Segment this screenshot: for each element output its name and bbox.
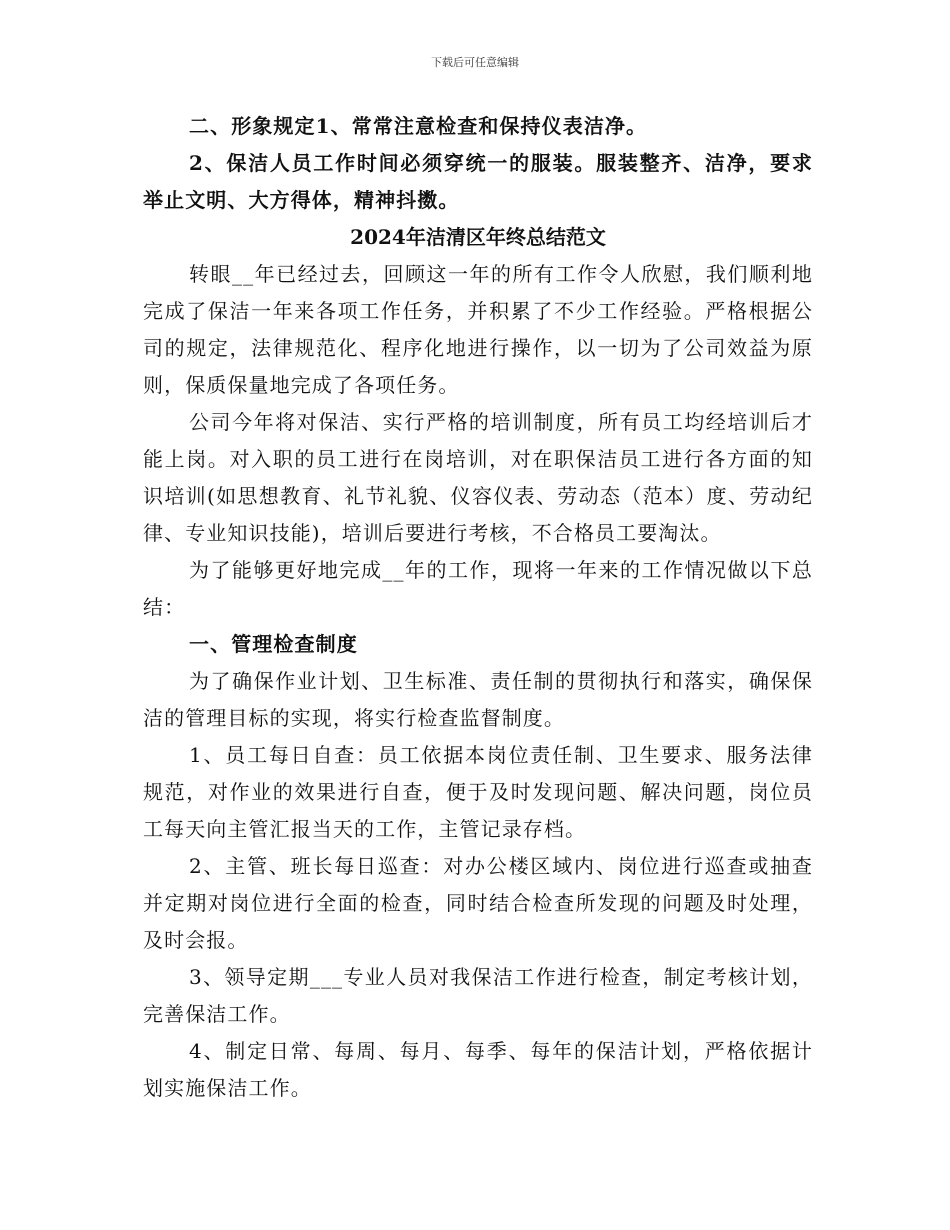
paragraph-summary-lead: 为了能够更好地完成__年的工作，现将一年来的工作情况做以下总结： <box>143 558 813 619</box>
document-body <box>143 108 813 1107</box>
page-header-note: 下载后可任意编辑 <box>431 56 519 69</box>
list-item-leadership-check: 3、领导定期___专业人员对我保洁工作进行检查，制定考核计划，完善保洁工作。 <box>143 965 813 1026</box>
list-item-cleaning-plan: 4、制定日常、每周、每月、每季、每年的保洁计划，严格依据计划实施保洁工作。 <box>143 1039 813 1100</box>
section-heading-appearance: 二、形象规定1、常常注意检查和保持仪表洁净。 <box>189 114 648 138</box>
document-title: 2024年洁清区年终总结范文 <box>350 225 606 249</box>
paragraph-intro: 转眼__年已经过去，回顾这一年的所有工作令人欣慰，我们顺利地完成了保洁一年来各项工作任务，并积累了不少工作经验。严格根据公司的规定，法律规范化、程序化地进行操作，以一切为了公司效益为原则，保质保量地完成了各项任务。 <box>143 262 813 397</box>
section-heading-management: 一、管理检查制度 <box>189 632 358 656</box>
paragraph-uniform-rule: 2、保洁人员工作时间必须穿统一的服装。服装整齐、洁净，要求举止文明、大方得体，精神抖擞。 <box>143 151 813 212</box>
list-item-self-check: 1、员工每日自查：员工依据本岗位责任制、卫生要求、服务法律规范，对作业的效果进行自查，便于及时发现问题、解决问题，岗位员工每天向主管汇报当天的工作，主管记录存档。 <box>143 743 813 841</box>
paragraph-training: 公司今年将对保洁、实行严格的培训制度，所有员工均经培训后才能上岗。对入职的员工进行在岗培训，对在职保洁员工进行各方面的知识培训(如思想教育、礼节礼貌、仪容仪表、劳动态（范本）度、劳动纪律、专业知识技能)，培训后要进行考核，不合格员工要淘汰。 <box>143 410 813 545</box>
paragraph-inspection-system: 为了确保作业计划、卫生标准、责任制的贯彻执行和落实，确保保洁的管理目标的实现，将实行检查监督制度。 <box>143 669 813 730</box>
list-item-daily-patrol: 2、主管、班长每日巡查：对办公楼区域内、岗位进行巡查或抽查并定期对岗位进行全面的检查，同时结合检查所发现的问题及时处理，及时会报。 <box>143 854 813 952</box>
